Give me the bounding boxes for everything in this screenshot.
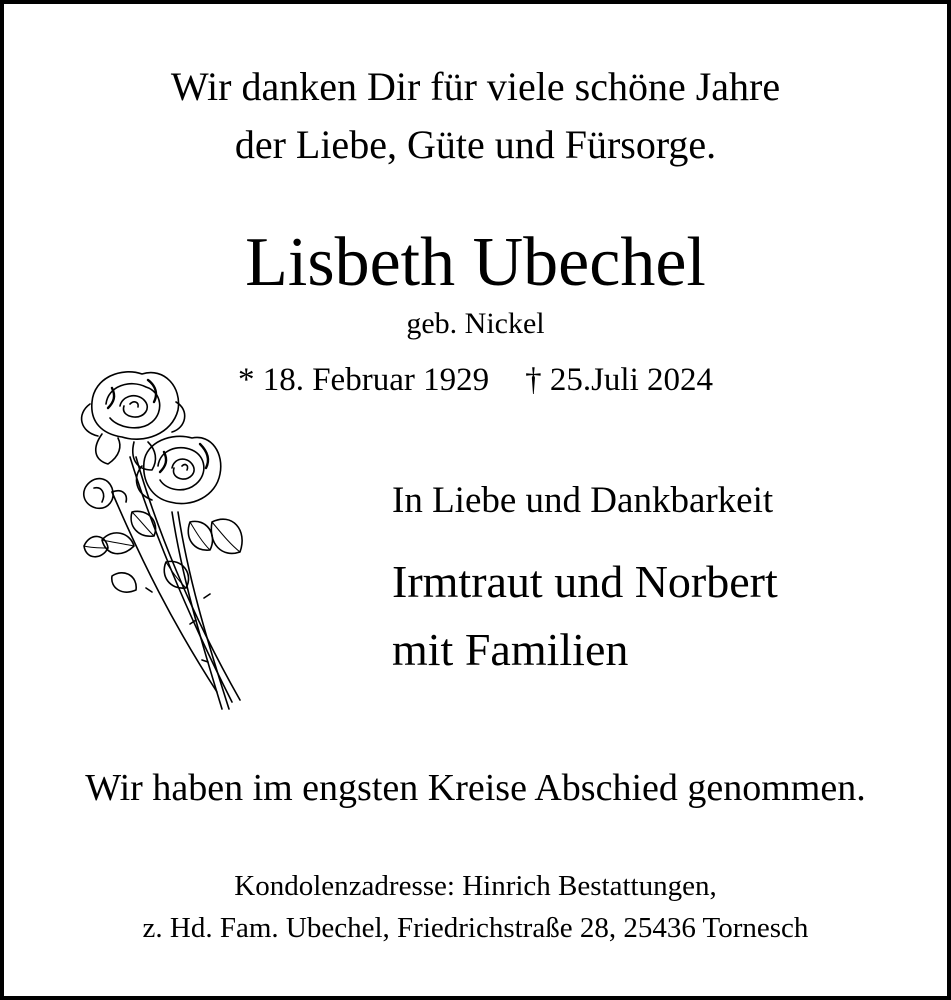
condolence-address-line-2: z. Hd. Fam. Ubechel, Friedrichstraße 28, 25436 Tornesch xyxy=(142,912,809,944)
motto-line-1: Wir danken Dir für viele schöne Jahre xyxy=(170,64,781,109)
birth-date: * 18. Februar 1929 xyxy=(237,362,490,398)
motto-line-2: der Liebe, Güte und Fürsorge. xyxy=(234,122,717,167)
condolence-address-line-1: Kondolenzadresse: Hinrich Bestattungen, xyxy=(234,870,717,902)
death-date: † 25.Juli 2024 xyxy=(525,362,714,398)
signers-line-1: Irmtraut und Norbert xyxy=(392,556,778,607)
birth-name: geb. Nickel xyxy=(406,307,545,340)
thanks-line: In Liebe und Dankbarkeit xyxy=(392,480,774,521)
signers-line-2: mit Familien xyxy=(392,624,629,675)
roses-illustration xyxy=(72,362,252,714)
deceased-name: Lisbeth Ubechel xyxy=(245,224,706,301)
farewell-line: Wir haben im engsten Kreise Abschied genommen. xyxy=(85,767,866,809)
